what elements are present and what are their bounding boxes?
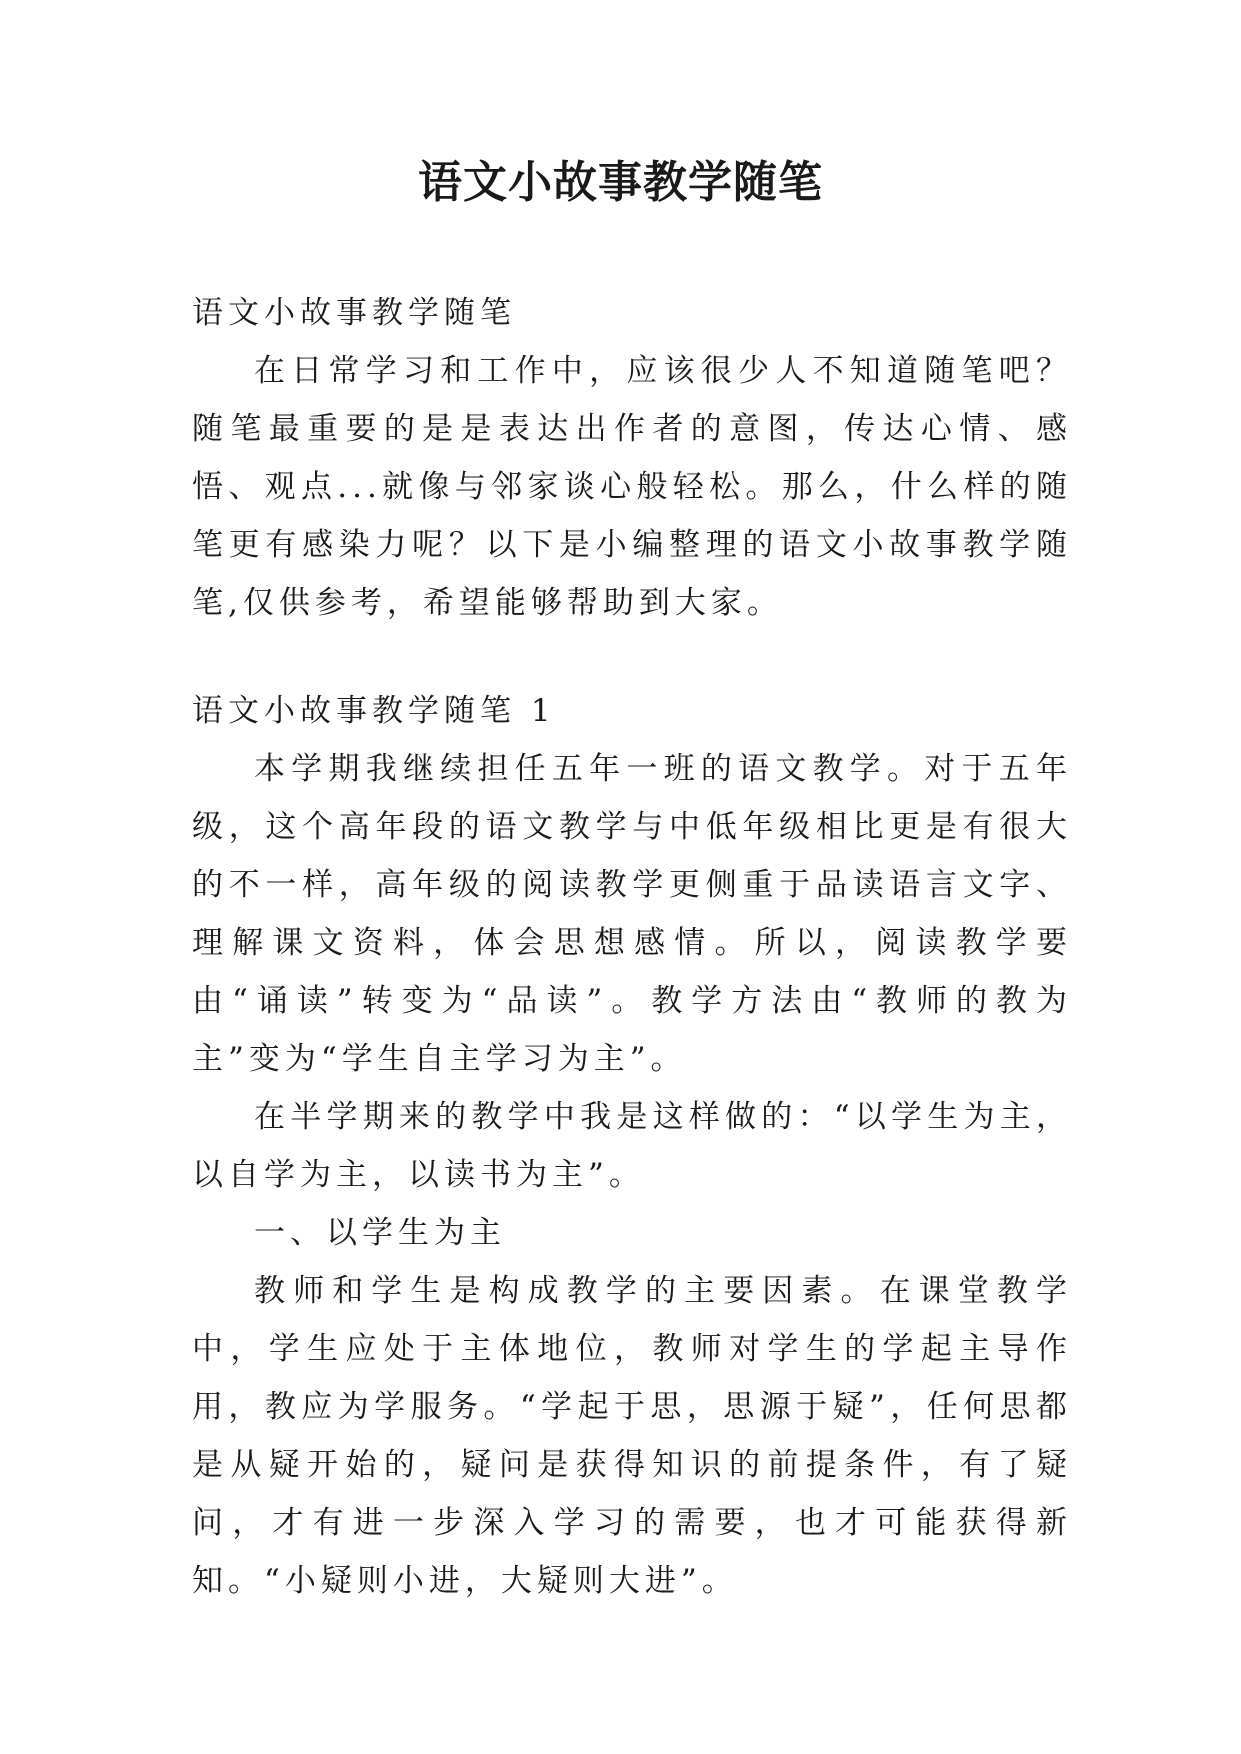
body-paragraph: 在半学期来的教学中我是这样做的：“以学生为主，以自学为主，以读书为主”。 <box>192 1099 1072 1193</box>
document-title: 语文小故事教学随笔 <box>418 157 823 208</box>
subsection-heading: 一、以学生为主 <box>254 1215 506 1251</box>
section-heading: 语文小故事教学随笔 1 <box>192 693 556 729</box>
document-body <box>192 284 1072 1610</box>
intro-paragraph: 在日常学习和工作中，应该很少人不知道随笔吧？随笔最重要的是是表达出作者的意图，传达心情、感悟、观点...就像与邻家谈心般轻松。那么，什么样的随笔更有感染力呢？以下是小编整理的语文小故事教学随笔,仅供参考，希望能够帮助到大家。 <box>192 353 1072 621</box>
body-paragraph: 本学期我继续担任五年一班的语文教学。对于五年级，这个高年段的语文教学与中低年级相比更是有很大的不一样，高年级的阅读教学更侧重于品读语言文字、理解课文资料，体会思想感情。所以，阅读教学要由“诵读”转变为“品读”。教学方法由“教师的教为主”变为“学生自主学习为主”。 <box>192 751 1072 1077</box>
intro-heading: 语文小故事教学随笔 <box>192 295 516 331</box>
body-paragraph: 教师和学生是构成教学的主要因素。在课堂教学中，学生应处于主体地位，教师对学生的学起主导作用，教应为学服务。“学起于思，思源于疑”，任何思都是从疑开始的，疑问是获得知识的前提条件，有了疑问，才有进一步深入学习的需要，也才可能获得新知。“小疑则小进，大疑则大进”。 <box>192 1273 1072 1599</box>
